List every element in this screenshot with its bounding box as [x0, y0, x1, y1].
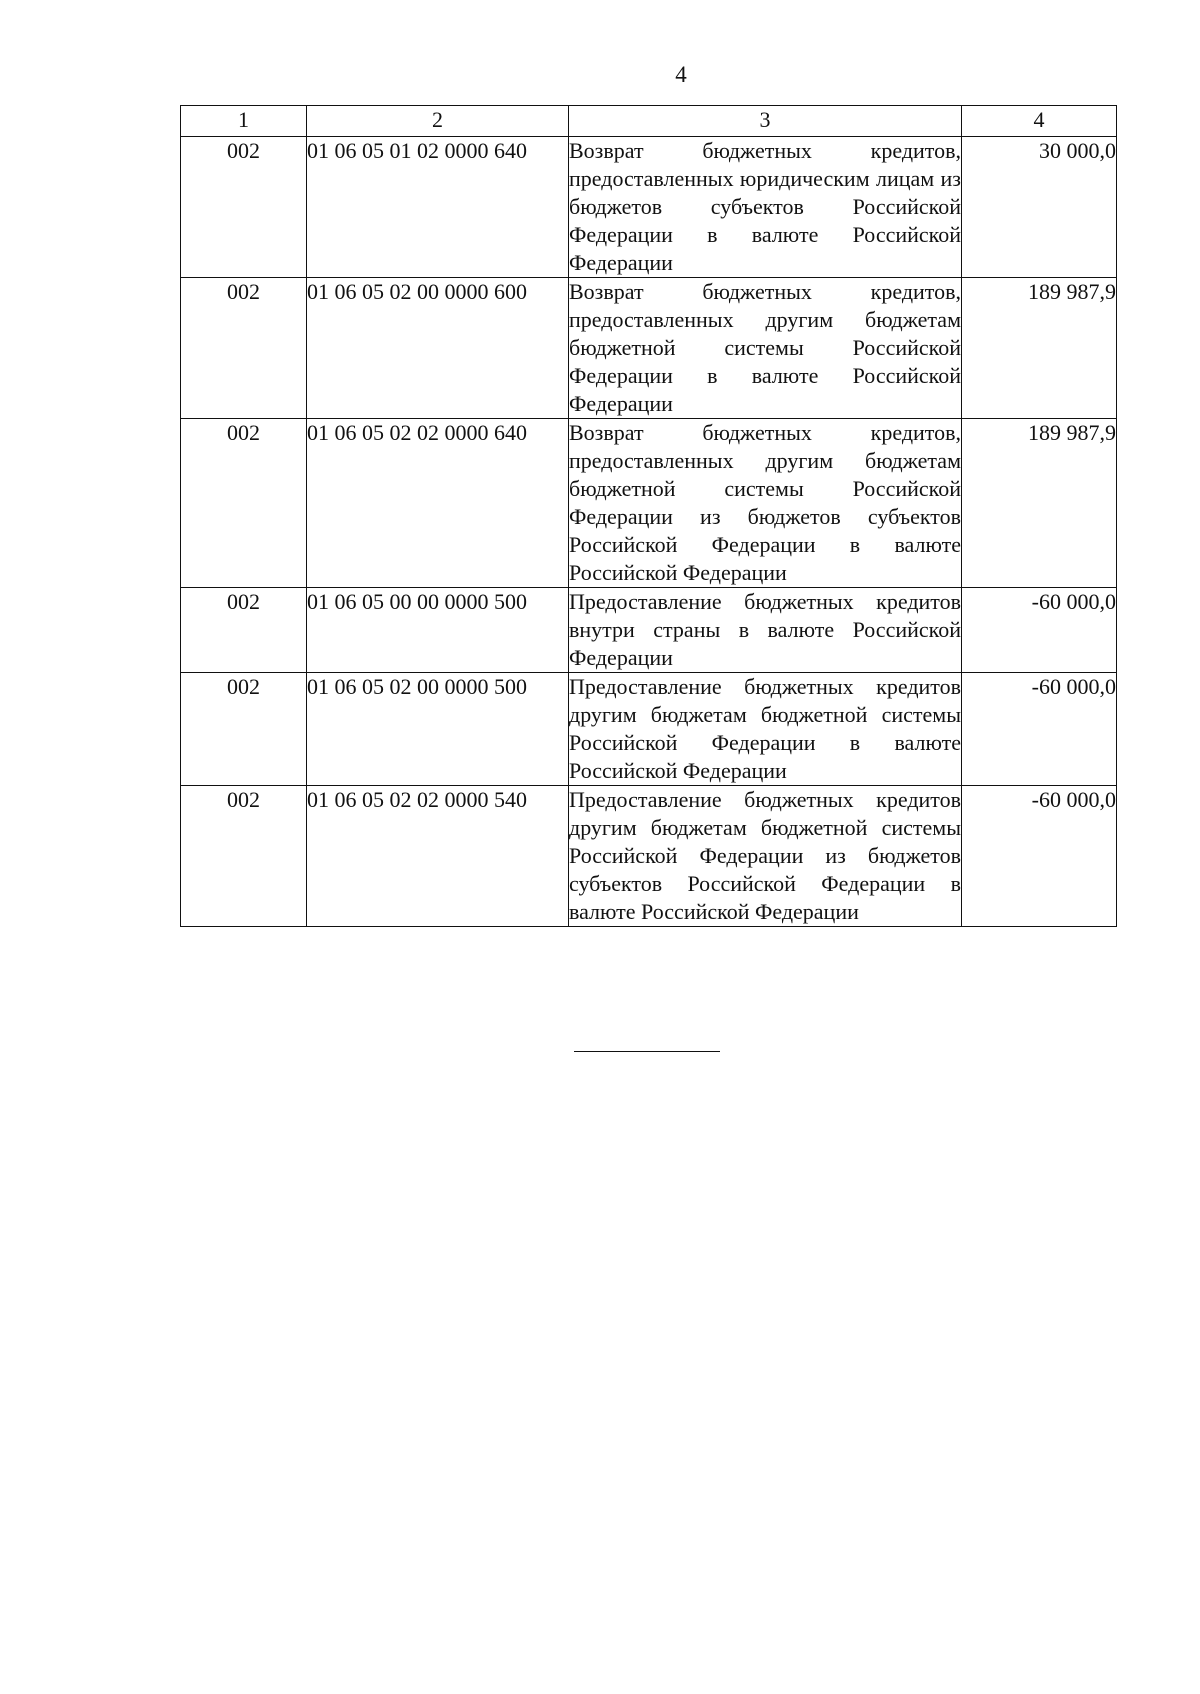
description-cell: Предоставление бюджетных кредитов другим бюджетам бюджетной системы Российской Федерации из бюджетов субъектов Российской Федерации в валюте Российской Федерации	[569, 786, 962, 927]
budget-code-cell: 01 06 05 01 02 0000 640	[307, 137, 569, 278]
amount-cell: -60 000,0	[962, 786, 1117, 927]
table-header-row	[181, 106, 1117, 137]
admin-code-cell: 002	[181, 588, 307, 673]
table-row	[181, 588, 1117, 673]
column-header-3: 3	[569, 106, 962, 137]
admin-code-cell: 002	[181, 786, 307, 927]
description-cell: Возврат бюджетных кредитов, предоставленных другим бюджетам бюджетной системы Российской Федерации из бюджетов субъектов Российской Федерации в валюте Российской Федерации	[569, 419, 962, 588]
budget-code-cell: 01 06 05 02 02 0000 540	[307, 786, 569, 927]
column-header-1: 1	[181, 106, 307, 137]
budget-code-cell: 01 06 05 02 02 0000 640	[307, 419, 569, 588]
page-number: 4	[675, 62, 687, 87]
end-of-document-rule	[574, 1051, 720, 1052]
description-cell: Предоставление бюджетных кредитов внутри страны в валюте Российской Федерации	[569, 588, 962, 673]
admin-code-cell: 002	[181, 137, 307, 278]
description-cell: Возврат бюджетных кредитов, предоставленных юридическим лицам из бюджетов субъектов Российской Федерации в валюте Российской Федерации	[569, 137, 962, 278]
amount-cell: 189 987,9	[962, 278, 1117, 419]
column-header-4: 4	[962, 106, 1117, 137]
amount-cell: 189 987,9	[962, 419, 1117, 588]
amount-cell: -60 000,0	[962, 588, 1117, 673]
admin-code-cell: 002	[181, 419, 307, 588]
column-header-2: 2	[307, 106, 569, 137]
table-row	[181, 673, 1117, 786]
table-row	[181, 419, 1117, 588]
admin-code-cell: 002	[181, 278, 307, 419]
description-cell: Возврат бюджетных кредитов, предоставленных другим бюджетам бюджетной системы Российской Федерации в валюте Российской Федерации	[569, 278, 962, 419]
admin-code-cell: 002	[181, 673, 307, 786]
amount-cell: -60 000,0	[962, 673, 1117, 786]
description-cell: Предоставление бюджетных кредитов другим бюджетам бюджетной системы Российской Федерации в валюте Российской Федерации	[569, 673, 962, 786]
amount-cell: 30 000,0	[962, 137, 1117, 278]
budget-code-cell: 01 06 05 02 00 0000 600	[307, 278, 569, 419]
budget-sources-table	[180, 105, 1117, 927]
budget-code-cell: 01 06 05 00 00 0000 500	[307, 588, 569, 673]
table-row	[181, 278, 1117, 419]
table-row	[181, 137, 1117, 278]
budget-code-cell: 01 06 05 02 00 0000 500	[307, 673, 569, 786]
table-row	[181, 786, 1117, 927]
